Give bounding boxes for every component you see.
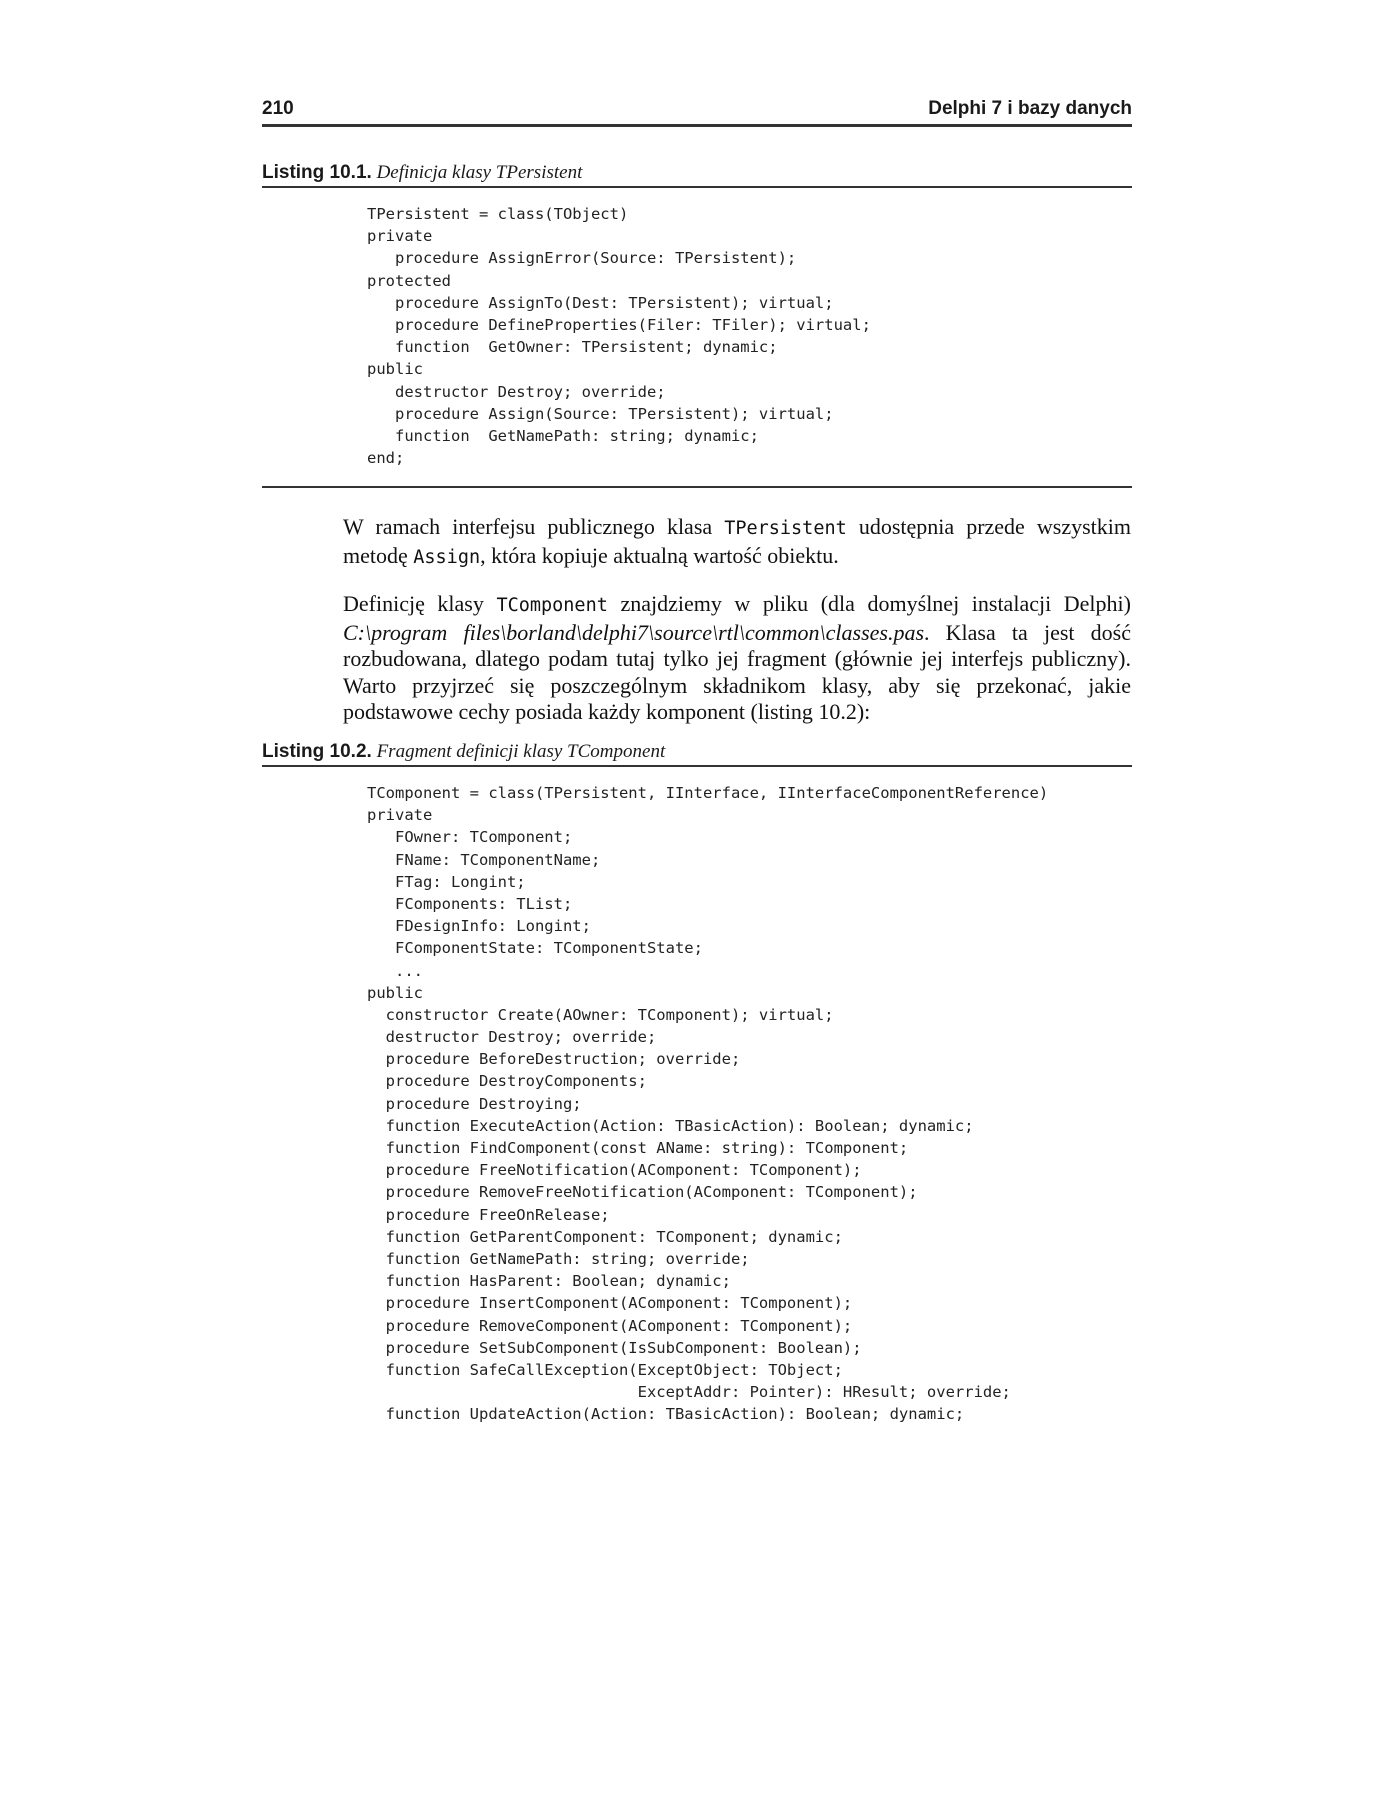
- paragraph-1: [343, 514, 1131, 571]
- code-line: FOwner: TComponent;: [367, 828, 573, 847]
- code-line: procedure FreeOnRelease;: [367, 1205, 610, 1224]
- code-line: FTag: Longint;: [367, 872, 526, 891]
- code-line: procedure SetSubComponent(IsSubComponent: Boolean);: [367, 1338, 862, 1357]
- listing-1-label: Listing 10.1.: [262, 162, 372, 183]
- code-line: TComponent = class(TPersistent, IInterface, IInterfaceComponentReference): [367, 784, 1049, 802]
- running-header: [262, 98, 1132, 124]
- code-line: procedure FreeNotification(AComponent: TComponent);: [367, 1161, 862, 1180]
- page-number: 210: [262, 98, 294, 119]
- code-line: procedure DestroyComponents;: [367, 1072, 647, 1091]
- listing-1-code: [367, 203, 871, 469]
- code-line: public: [367, 983, 423, 1002]
- code-line: ...: [367, 961, 423, 980]
- code-line: FComponentState: TComponentState;: [367, 939, 703, 958]
- listing-2-label: Listing 10.2.: [262, 741, 372, 762]
- code-line: procedure RemoveFreeNotification(AComponent: TComponent);: [367, 1183, 918, 1202]
- listing-1-bottom-rule: [262, 486, 1132, 488]
- listing-2-title: Fragment definicji klasy TComponent: [376, 741, 666, 762]
- inline-code-assign: Assign: [413, 546, 481, 568]
- header-rule: [262, 124, 1132, 127]
- code-line: private: [367, 806, 433, 825]
- code-line: protected: [367, 271, 451, 290]
- code-line: procedure InsertComponent(AComponent: TComponent);: [367, 1294, 853, 1313]
- code-line: procedure AssignTo(Dest: TPersistent); virtual;: [367, 293, 834, 312]
- code-line: procedure BeforeDestruction; override;: [367, 1050, 741, 1069]
- paragraph-1-text: udostępnia przede wszystkim metodę: [343, 514, 1131, 568]
- paragraph-2-text: znajdziemy w pliku (dla domyślnej instalacji Delphi): [607, 591, 1131, 616]
- listing-1-title: Definicja klasy TPersistent: [376, 162, 583, 183]
- code-line: end;: [367, 449, 405, 468]
- book-title: Delphi 7 i bazy danych: [928, 98, 1132, 119]
- code-line: ExceptAddr: Pointer): HResult; override;: [367, 1383, 1011, 1402]
- code-line: function GetOwner: TPersistent; dynamic;: [367, 338, 778, 357]
- code-line: function UpdateAction(Action: TBasicAction): Boolean; dynamic;: [367, 1405, 965, 1424]
- inline-code-tcomponent: TComponent: [496, 595, 608, 616]
- code-line: procedure RemoveComponent(AComponent: TComponent);: [367, 1316, 853, 1335]
- code-line: destructor Destroy; override;: [367, 382, 666, 401]
- code-line: function SafeCallException(ExceptObject: TObject;: [367, 1360, 843, 1379]
- code-line: procedure AssignError(Source: TPersistent);: [367, 249, 797, 268]
- paragraph-2: [343, 591, 1131, 726]
- listing-2-caption: [262, 741, 1132, 763]
- code-line: function GetNamePath: string; override;: [367, 1249, 750, 1268]
- code-line: function HasParent: Boolean; dynamic;: [367, 1272, 731, 1291]
- paragraph-1-text: , która kopiuje aktualną wartość obiektu.: [480, 542, 839, 568]
- listing-1-caption: [262, 162, 1132, 184]
- code-line: FComponents: TList;: [367, 894, 573, 913]
- listing-2-code: [367, 782, 1048, 1425]
- code-line: function GetNamePath: string; dynamic;: [367, 426, 759, 445]
- code-line: TPersistent = class(TObject): [367, 205, 629, 223]
- code-line: FDesignInfo: Longint;: [367, 917, 591, 936]
- code-line: function GetParentComponent: TComponent; dynamic;: [367, 1227, 843, 1246]
- paragraph-1-text: W ramach interfejsu publicznego klasa: [343, 514, 725, 539]
- code-line: constructor Create(AOwner: TComponent); virtual;: [367, 1005, 834, 1024]
- code-line: procedure Assign(Source: TPersistent); virtual;: [367, 404, 834, 423]
- code-line: public: [367, 360, 423, 379]
- code-line: procedure Destroying;: [367, 1094, 582, 1113]
- code-line: function ExecuteAction(Action: TBasicAction): Boolean; dynamic;: [367, 1116, 974, 1135]
- inline-code-tpersistent: TPersistent: [724, 518, 847, 539]
- file-path: C:\program files\borland\delphi7\source\rtl\common\classes.pas: [343, 619, 925, 645]
- paragraph-2-text: Definicję klasy: [343, 591, 497, 616]
- code-line: FName: TComponentName;: [367, 850, 601, 869]
- code-line: destructor Destroy; override;: [367, 1028, 657, 1047]
- code-line: procedure DefineProperties(Filer: TFiler); virtual;: [367, 315, 871, 334]
- listing-1-top-rule: [262, 186, 1132, 188]
- listing-2-top-rule: [262, 765, 1132, 767]
- code-line: function FindComponent(const AName: string): TComponent;: [367, 1139, 909, 1157]
- paragraph-2-text: . Klasa ta jest dość rozbudowana, dlatego podam tutaj tylko jej fragment (głównie jej interfejs publiczny). Warto przyjrzeć się poszczególnym składnikom klasy, aby się przekonać, jakie podstawowe cechy posiada każdy komponent (listing 10.2):: [343, 619, 1131, 724]
- code-line: private: [367, 227, 433, 246]
